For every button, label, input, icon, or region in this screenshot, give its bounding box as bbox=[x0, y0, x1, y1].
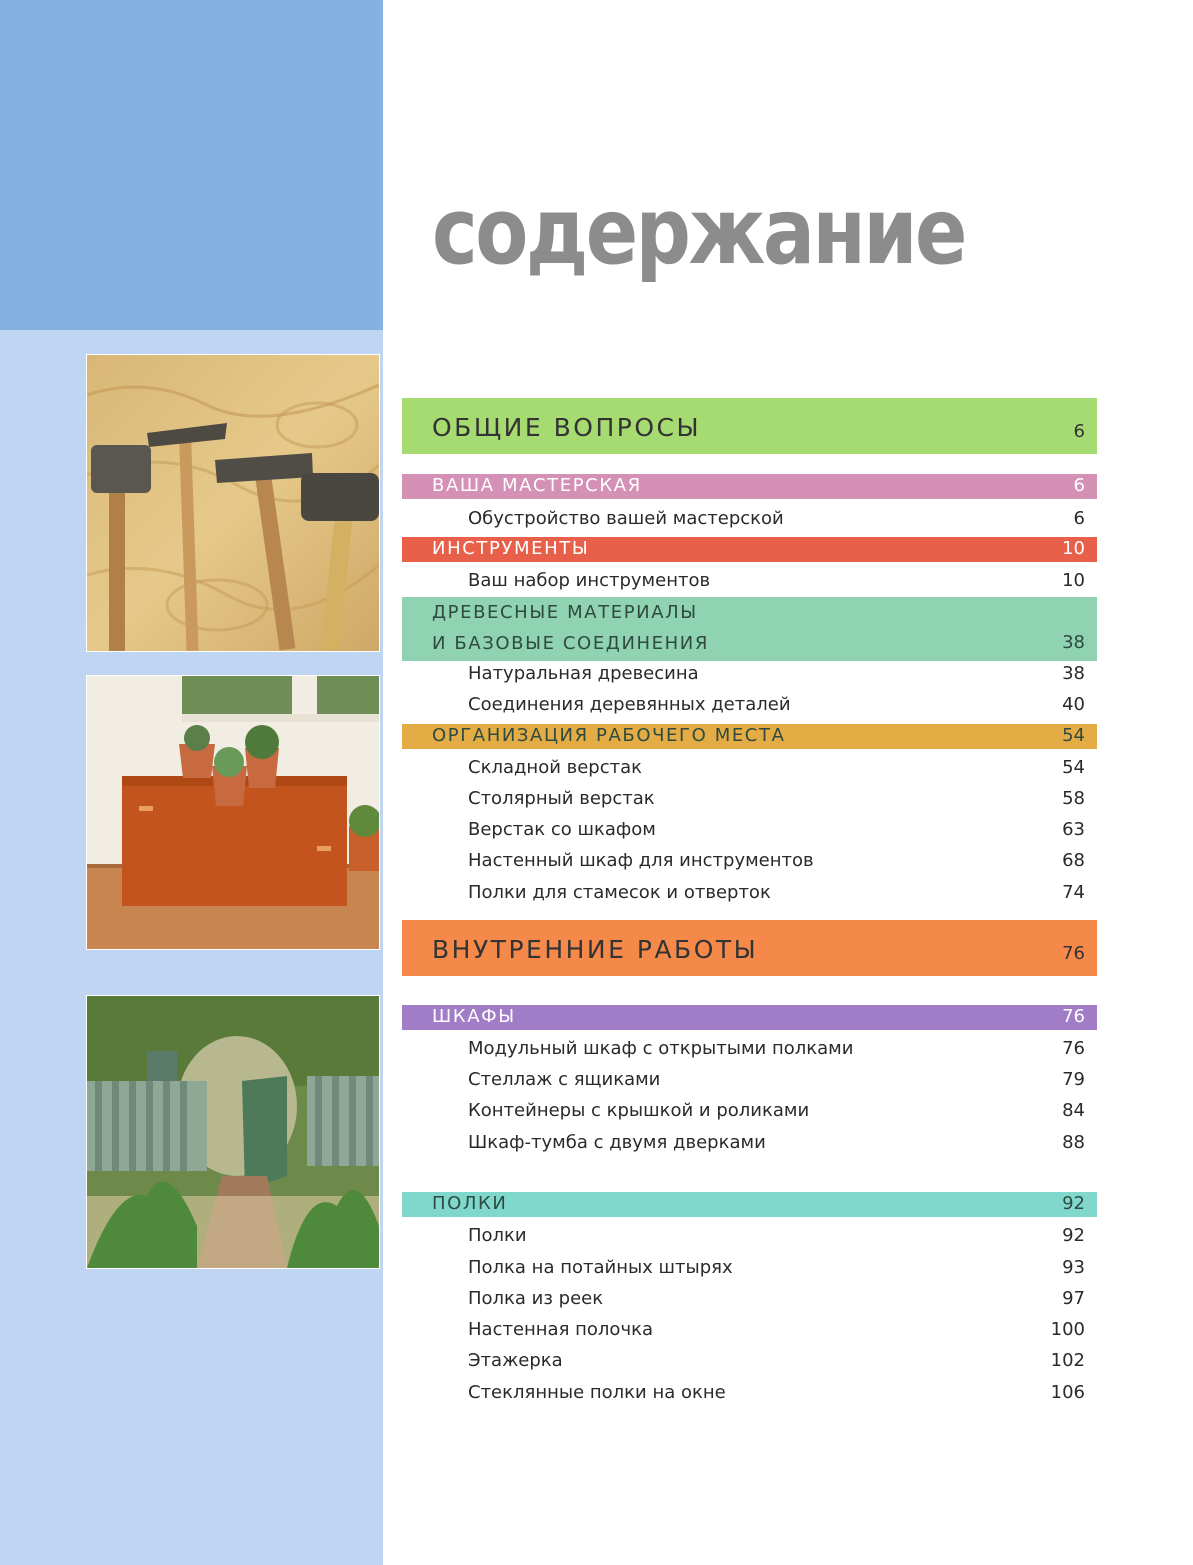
page-number: 10 bbox=[1062, 570, 1085, 591]
page-number: 40 bbox=[1062, 694, 1085, 715]
page-number: 88 bbox=[1062, 1132, 1085, 1153]
page-number: 92 bbox=[1062, 1225, 1085, 1246]
toc-entry[interactable] bbox=[402, 505, 1097, 535]
sidebar-top-panel bbox=[0, 0, 383, 330]
hammers-photo bbox=[86, 354, 380, 652]
entry-label: Стеклянные полки на окне bbox=[468, 1382, 726, 1403]
page-number: 6 bbox=[1073, 508, 1085, 529]
page-number: 74 bbox=[1062, 882, 1085, 903]
chapter-label: ИНСТРУМЕНТЫ bbox=[432, 538, 590, 559]
toc-entry[interactable] bbox=[402, 1222, 1097, 1252]
page-number: 84 bbox=[1062, 1100, 1085, 1121]
toc-entry[interactable] bbox=[402, 1035, 1097, 1065]
page-number: 106 bbox=[1050, 1382, 1085, 1403]
entry-label: Полки bbox=[468, 1225, 527, 1246]
toc-entry[interactable] bbox=[402, 1097, 1097, 1127]
entry-label: Контейнеры с крышкой и роликами bbox=[468, 1100, 810, 1121]
toc-entry[interactable] bbox=[402, 1066, 1097, 1096]
toc-entry[interactable] bbox=[402, 1254, 1097, 1284]
entry-label: Столярный верстак bbox=[468, 788, 655, 809]
entry-label: Натуральная древесина bbox=[468, 663, 699, 684]
entry-label: Полка из реек bbox=[468, 1288, 604, 1309]
page-number: 10 bbox=[1062, 538, 1085, 559]
page-number: 100 bbox=[1050, 1319, 1085, 1340]
toc-entry[interactable] bbox=[402, 1129, 1097, 1159]
toc-entry[interactable] bbox=[402, 754, 1097, 784]
toc-entry[interactable] bbox=[402, 816, 1097, 846]
section-label: ВНУТРЕННИЕ РАБОТЫ bbox=[432, 935, 759, 964]
toc-entry[interactable] bbox=[402, 1379, 1097, 1409]
entry-label: Стеллаж с ящиками bbox=[468, 1069, 661, 1090]
entry-label: Настенная полочка bbox=[468, 1319, 653, 1340]
entry-label: Соединения деревянных деталей bbox=[468, 694, 791, 715]
chapter-workshop[interactable] bbox=[402, 474, 1097, 499]
toc-entry[interactable] bbox=[402, 1347, 1097, 1377]
page-number: 38 bbox=[1062, 663, 1085, 684]
page-number: 54 bbox=[1062, 757, 1085, 778]
page-number: 97 bbox=[1062, 1288, 1085, 1309]
page-number: 76 bbox=[1062, 943, 1085, 964]
chapter-label-line1: ДРЕВЕСНЫЕ МАТЕРИАЛЫ bbox=[432, 602, 698, 623]
chapter-label: ВАША МАСТЕРСКАЯ bbox=[432, 475, 642, 496]
entry-label: Шкаф-тумба с двумя дверками bbox=[468, 1132, 766, 1153]
page-number: 76 bbox=[1062, 1038, 1085, 1059]
section-general[interactable] bbox=[402, 398, 1097, 454]
page-number: 68 bbox=[1062, 850, 1085, 871]
toc-entry[interactable] bbox=[402, 785, 1097, 815]
garden-gate-photo bbox=[86, 995, 380, 1269]
entry-label: Настенный шкаф для инструментов bbox=[468, 850, 814, 871]
page-number: 58 bbox=[1062, 788, 1085, 809]
entry-label: Модульный шкаф с открытыми полками bbox=[468, 1038, 854, 1059]
entry-label: Этажерка bbox=[468, 1350, 563, 1371]
entry-label: Полка на потайных штырях bbox=[468, 1257, 733, 1278]
chapter-label: ПОЛКИ bbox=[432, 1193, 508, 1214]
chapter-tools[interactable] bbox=[402, 537, 1097, 562]
chapter-label: ШКАФЫ bbox=[432, 1006, 516, 1027]
page-number: 54 bbox=[1062, 725, 1085, 746]
entry-label: Полки для стамесок и отверток bbox=[468, 882, 771, 903]
entry-label: Обустройство вашей мастерской bbox=[468, 508, 784, 529]
chapter-materials[interactable] bbox=[402, 597, 1097, 661]
toc-entry[interactable] bbox=[402, 1285, 1097, 1315]
toc-entry[interactable] bbox=[402, 847, 1097, 877]
chapter-label-line2: И БАЗОВЫЕ СОЕДИНЕНИЯ bbox=[432, 633, 709, 654]
chapter-label: ОРГАНИЗАЦИЯ РАБОЧЕГО МЕСТА bbox=[432, 725, 786, 746]
page-number: 102 bbox=[1050, 1350, 1085, 1371]
toc-entry[interactable] bbox=[402, 1316, 1097, 1346]
entry-label: Складной верстак bbox=[468, 757, 643, 778]
entry-label: Верстак со шкафом bbox=[468, 819, 656, 840]
section-label: ОБЩИЕ ВОПРОСЫ bbox=[432, 413, 702, 442]
page-number: 79 bbox=[1062, 1069, 1085, 1090]
page-number: 63 bbox=[1062, 819, 1085, 840]
chapter-cabinets[interactable] bbox=[402, 1005, 1097, 1030]
page-number: 6 bbox=[1073, 475, 1085, 496]
page-title: содержание bbox=[432, 178, 965, 285]
entry-label: Ваш набор инструментов bbox=[468, 570, 711, 591]
toc-entry[interactable] bbox=[402, 660, 1097, 690]
page-number: 38 bbox=[1062, 632, 1085, 653]
toc-entry[interactable] bbox=[402, 879, 1097, 909]
page-number: 92 bbox=[1062, 1193, 1085, 1214]
toc-entry[interactable] bbox=[402, 691, 1097, 721]
toc-entry[interactable] bbox=[402, 567, 1097, 597]
page-number: 6 bbox=[1073, 421, 1085, 442]
wooden-chest-photo bbox=[86, 675, 380, 950]
page-number: 76 bbox=[1062, 1006, 1085, 1027]
page-number: 93 bbox=[1062, 1257, 1085, 1278]
chapter-organization[interactable] bbox=[402, 724, 1097, 749]
section-interior[interactable] bbox=[402, 920, 1097, 976]
chapter-shelves[interactable] bbox=[402, 1192, 1097, 1217]
